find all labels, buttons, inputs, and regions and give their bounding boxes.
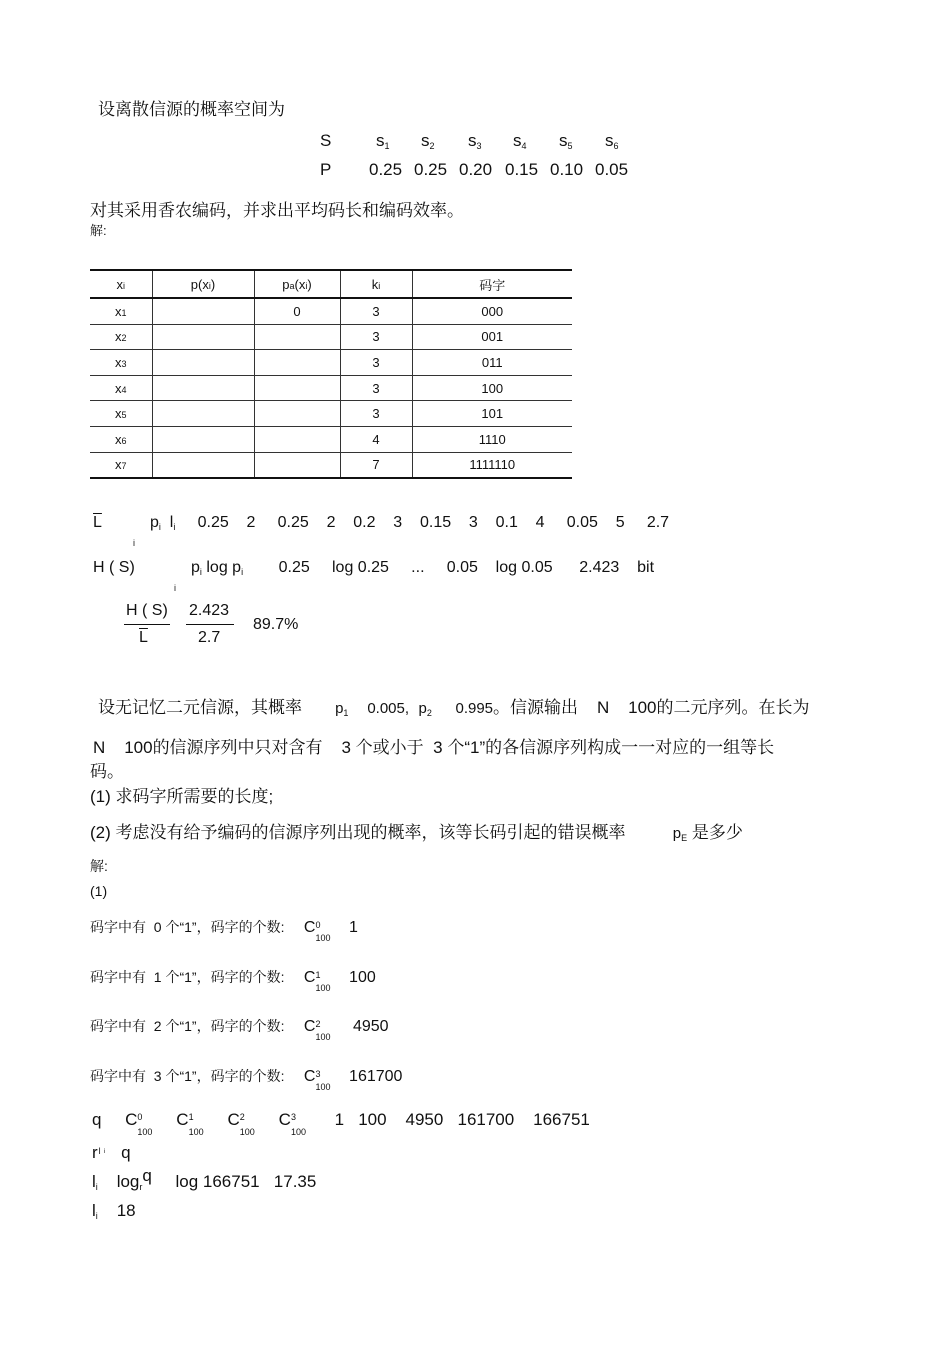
solution-label-1: 解: xyxy=(90,223,107,238)
entropy-label: H ( S) xyxy=(93,559,135,576)
efficiency-result: 89.7% xyxy=(253,616,299,633)
efficiency-numerator-value: 2.423 xyxy=(189,602,230,619)
p-row-label: P xyxy=(320,160,332,179)
table-row: x2 3 001 xyxy=(90,324,572,350)
symbol-s2: $s_2$ xyxy=(421,131,435,151)
table-row: x3 3 011 xyxy=(90,350,572,376)
symbol-s3: $s_3$ xyxy=(468,131,482,151)
table-row: x6 4 1110 xyxy=(90,426,572,452)
log-line: $l_i$ $\log_rq$ log 166751 17.35 xyxy=(92,1166,317,1192)
part-1-label: (1) xyxy=(90,883,108,899)
table-row: x7 7 1111110 xyxy=(90,452,572,478)
r-power-line: r l i q xyxy=(92,1143,131,1162)
table-row: x1 0 3 000 xyxy=(90,298,572,324)
table-row: x4 3 100 xyxy=(90,375,572,401)
question-1: (1) 求码字所需要的长度; xyxy=(90,787,274,806)
count-line-0: 码字中有 0 个“1”，码字的个数: C 0 100 1 xyxy=(90,919,358,943)
symbol-s1: $s_1$ xyxy=(376,131,390,151)
q-sum-line: q C 0 100 C 1 100 C 2 100 C 3 100 1 100 4950 161700 166751 xyxy=(92,1110,590,1137)
table-header-row xyxy=(90,270,572,298)
count-line-1: 码字中有 1 个“1”，码字的个数: C 1 100 100 xyxy=(90,969,376,993)
table-row: x5 3 101 xyxy=(90,401,572,427)
symbol-s5: $s_5$ xyxy=(559,131,573,151)
col-header-ki: ki xyxy=(340,270,412,298)
sum-index: i xyxy=(133,538,135,548)
problem2-line2: N 100的信源序列中只对含有 3 个或小于 3 个“1”的各信源序列构成一一对应的一组等长 xyxy=(93,738,775,757)
prob-2: 0.25 xyxy=(414,160,448,179)
count-line-3: 码字中有 3 个“1”，码字的个数: C 3 100 161700 xyxy=(90,1068,403,1092)
col-header-paxi: pa(xi) xyxy=(254,270,340,298)
solution-label-2: 解: xyxy=(90,858,108,874)
problem1-question: 对其采用香农编码，并求出平均码长和编码效率。 xyxy=(90,201,464,220)
symbol-s4: $s_4$ xyxy=(513,131,527,151)
prob-4: 0.15 xyxy=(505,160,539,179)
col-header-codeword: 码字 xyxy=(412,270,572,298)
col-header-xi: xi xyxy=(90,270,152,298)
prob-6: 0.05 xyxy=(595,160,629,179)
avg-length-symbol: $\overline{L}$ xyxy=(93,514,102,531)
s-row-label: S xyxy=(320,131,332,150)
shannon-code-table xyxy=(90,269,572,479)
problem2-line1: 设无记忆二元信源，其概率 $p_1$ 0.005, $p_2$ 0.995。信源输出 N 100的二元序列。在长为 xyxy=(98,698,810,718)
prob-1: 0.25 xyxy=(369,160,403,179)
prob-3: 0.20 xyxy=(459,160,493,179)
prob-5: 0.10 xyxy=(550,160,584,179)
efficiency-numerator: H ( S) xyxy=(126,602,168,619)
entropy-formula: $p_i$ $\log p_i$ 0.25 log 0.25 ... 0.05 log 0.05 2.423 bit xyxy=(191,559,655,577)
count-line-2: 码字中有 2 个“1”，码字的个数: C 2 100 4950 xyxy=(90,1018,389,1042)
avg-length-formula: $p_i$ $l_i$ 0.25 2 0.25 2 0.2 3 0.15 3 0.1 4 0.05 5 2.7 xyxy=(150,514,670,532)
fraction-line-1 xyxy=(124,624,170,625)
efficiency-denominator: $\overline{L}$ xyxy=(139,629,148,646)
fraction-line-2 xyxy=(186,624,234,625)
symbol-s6: $s_6$ xyxy=(605,131,619,151)
efficiency-denominator-value: 2.7 xyxy=(198,629,221,646)
problem2-line3: 码。 xyxy=(90,762,124,781)
question-2: (2) 考虑没有给予编码的信源序列出现的概率，该等长码引起的错误概率 $p_E$ 是多少 xyxy=(90,823,743,843)
col-header-pxi: p(xi) xyxy=(152,270,254,298)
entropy-sum-index: i xyxy=(174,583,176,593)
problem1-intro: 设离散信源的概率空间为 xyxy=(98,100,285,119)
final-length-line: $l_i$ 18 xyxy=(92,1201,136,1221)
